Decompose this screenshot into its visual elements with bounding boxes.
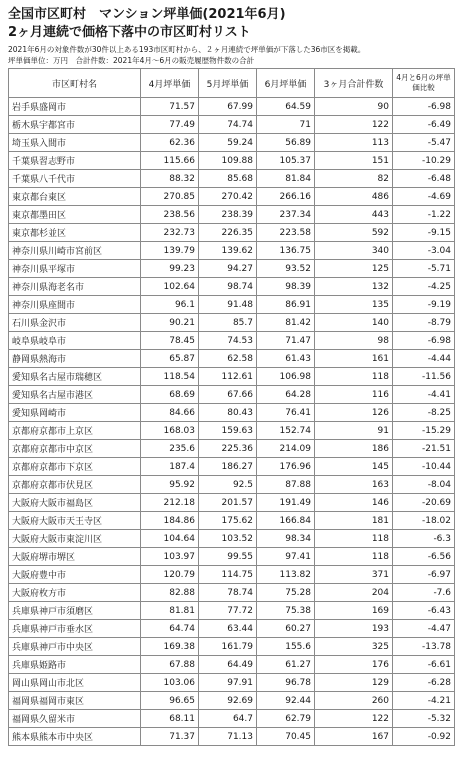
cell-may-price: 63.44 [199, 620, 257, 638]
cell-april-price: 67.88 [141, 656, 199, 674]
cell-april-price: 96.1 [141, 296, 199, 314]
cell-may-price: 67.99 [199, 98, 257, 116]
cell-total-count: 122 [315, 710, 393, 728]
cell-total-count: 486 [315, 188, 393, 206]
price-table [8, 68, 455, 746]
cell-june-price: 214.09 [257, 440, 315, 458]
table-row [9, 602, 455, 620]
cell-change: -4.47 [393, 620, 455, 638]
cell-change: -8.25 [393, 404, 455, 422]
cell-april-price: 84.66 [141, 404, 199, 422]
cell-june-price: 75.38 [257, 602, 315, 620]
cell-change: -6.98 [393, 332, 455, 350]
column-header-municipality: 市区町村名 [9, 69, 141, 98]
cell-june-price: 81.42 [257, 314, 315, 332]
cell-june-price: 105.37 [257, 152, 315, 170]
cell-municipality: 京都府京都市中京区 [9, 440, 141, 458]
cell-may-price: 78.74 [199, 584, 257, 602]
cell-municipality: 京都府京都市伏見区 [9, 476, 141, 494]
table-row [9, 440, 455, 458]
cell-june-price: 60.27 [257, 620, 315, 638]
table-row [9, 566, 455, 584]
cell-municipality: 兵庫県姫路市 [9, 656, 141, 674]
table-row [9, 98, 455, 116]
cell-municipality: 東京都墨田区 [9, 206, 141, 224]
cell-change: -5.71 [393, 260, 455, 278]
cell-change: -6.3 [393, 530, 455, 548]
table-row [9, 548, 455, 566]
table-row [9, 188, 455, 206]
cell-total-count: 161 [315, 350, 393, 368]
cell-june-price: 71.47 [257, 332, 315, 350]
cell-municipality: 愛知県岡崎市 [9, 404, 141, 422]
cell-april-price: 71.57 [141, 98, 199, 116]
cell-april-price: 90.21 [141, 314, 199, 332]
cell-april-price: 64.74 [141, 620, 199, 638]
cell-june-price: 191.49 [257, 494, 315, 512]
cell-may-price: 91.48 [199, 296, 257, 314]
cell-june-price: 87.88 [257, 476, 315, 494]
cell-june-price: 75.28 [257, 584, 315, 602]
cell-change: -0.92 [393, 728, 455, 746]
cell-april-price: 102.64 [141, 278, 199, 296]
table-row [9, 620, 455, 638]
cell-total-count: 193 [315, 620, 393, 638]
cell-may-price: 59.24 [199, 134, 257, 152]
cell-municipality: 大阪府枚方市 [9, 584, 141, 602]
cell-june-price: 61.27 [257, 656, 315, 674]
cell-change: -5.32 [393, 710, 455, 728]
table-row [9, 296, 455, 314]
table-row [9, 278, 455, 296]
cell-change: -6.98 [393, 98, 455, 116]
cell-april-price: 139.79 [141, 242, 199, 260]
cell-municipality: 愛知県名古屋市瑞穂区 [9, 368, 141, 386]
cell-june-price: 62.79 [257, 710, 315, 728]
cell-april-price: 103.97 [141, 548, 199, 566]
cell-june-price: 56.89 [257, 134, 315, 152]
cell-change: -9.19 [393, 296, 455, 314]
cell-may-price: 270.42 [199, 188, 257, 206]
cell-may-price: 225.36 [199, 440, 257, 458]
cell-june-price: 64.59 [257, 98, 315, 116]
cell-may-price: 71.13 [199, 728, 257, 746]
cell-change: -6.61 [393, 656, 455, 674]
cell-june-price: 64.28 [257, 386, 315, 404]
cell-june-price: 152.74 [257, 422, 315, 440]
cell-june-price: 266.16 [257, 188, 315, 206]
cell-may-price: 98.74 [199, 278, 257, 296]
cell-municipality: 大阪府豊中市 [9, 566, 141, 584]
cell-may-price: 62.58 [199, 350, 257, 368]
cell-municipality: 東京都台東区 [9, 188, 141, 206]
cell-may-price: 97.91 [199, 674, 257, 692]
cell-municipality: 静岡県熱海市 [9, 350, 141, 368]
cell-may-price: 77.72 [199, 602, 257, 620]
cell-june-price: 76.41 [257, 404, 315, 422]
cell-change: -6.49 [393, 116, 455, 134]
cell-june-price: 61.43 [257, 350, 315, 368]
cell-total-count: 135 [315, 296, 393, 314]
cell-change: -21.51 [393, 440, 455, 458]
cell-april-price: 82.88 [141, 584, 199, 602]
table-row [9, 332, 455, 350]
table-row [9, 692, 455, 710]
table-row [9, 512, 455, 530]
cell-municipality: 愛知県名古屋市港区 [9, 386, 141, 404]
cell-total-count: 118 [315, 530, 393, 548]
table-row [9, 368, 455, 386]
cell-total-count: 167 [315, 728, 393, 746]
cell-change: -6.48 [393, 170, 455, 188]
cell-municipality: 大阪府堺市堺区 [9, 548, 141, 566]
table-row [9, 242, 455, 260]
table-row [9, 152, 455, 170]
cell-april-price: 99.23 [141, 260, 199, 278]
cell-change: -15.29 [393, 422, 455, 440]
cell-may-price: 103.52 [199, 530, 257, 548]
cell-may-price: 80.43 [199, 404, 257, 422]
table-row [9, 116, 455, 134]
table-row [9, 224, 455, 242]
cell-change: -11.56 [393, 368, 455, 386]
page-title: 全国市区町村 マンション坪単価(2021年6月) [8, 7, 286, 22]
table-row [9, 674, 455, 692]
cell-municipality: 埼玉県入間市 [9, 134, 141, 152]
cell-change: -8.79 [393, 314, 455, 332]
cell-april-price: 96.65 [141, 692, 199, 710]
cell-april-price: 62.36 [141, 134, 199, 152]
cell-may-price: 64.7 [199, 710, 257, 728]
cell-april-price: 81.81 [141, 602, 199, 620]
cell-may-price: 201.57 [199, 494, 257, 512]
cell-change: -10.29 [393, 152, 455, 170]
cell-june-price: 106.98 [257, 368, 315, 386]
cell-municipality: 神奈川県平塚市 [9, 260, 141, 278]
table-row [9, 530, 455, 548]
cell-april-price: 232.73 [141, 224, 199, 242]
cell-april-price: 120.79 [141, 566, 199, 584]
cell-june-price: 71 [257, 116, 315, 134]
table-row [9, 170, 455, 188]
table-row [9, 458, 455, 476]
cell-change: -4.21 [393, 692, 455, 710]
cell-april-price: 187.4 [141, 458, 199, 476]
cell-total-count: 132 [315, 278, 393, 296]
cell-municipality: 大阪府大阪市東淀川区 [9, 530, 141, 548]
cell-may-price: 94.27 [199, 260, 257, 278]
column-header-total-count: 3ヶ月合計件数 [315, 69, 393, 98]
cell-change: -4.25 [393, 278, 455, 296]
cell-total-count: 91 [315, 422, 393, 440]
cell-april-price: 95.92 [141, 476, 199, 494]
cell-april-price: 71.37 [141, 728, 199, 746]
cell-june-price: 136.75 [257, 242, 315, 260]
cell-may-price: 175.62 [199, 512, 257, 530]
cell-april-price: 65.87 [141, 350, 199, 368]
cell-june-price: 97.41 [257, 548, 315, 566]
table-row [9, 710, 455, 728]
cell-total-count: 122 [315, 116, 393, 134]
table-row [9, 350, 455, 368]
cell-june-price: 166.84 [257, 512, 315, 530]
cell-change: -5.47 [393, 134, 455, 152]
cell-change: -6.56 [393, 548, 455, 566]
cell-municipality: 石川県金沢市 [9, 314, 141, 332]
column-header-april-price: 4月坪単価 [141, 69, 199, 98]
table-row [9, 206, 455, 224]
cell-municipality: 兵庫県神戸市垂水区 [9, 620, 141, 638]
cell-april-price: 77.49 [141, 116, 199, 134]
cell-change: -1.22 [393, 206, 455, 224]
cell-municipality: 千葉県八千代市 [9, 170, 141, 188]
cell-total-count: 98 [315, 332, 393, 350]
cell-may-price: 85.7 [199, 314, 257, 332]
cell-total-count: 340 [315, 242, 393, 260]
cell-total-count: 146 [315, 494, 393, 512]
cell-municipality: 京都府京都市下京区 [9, 458, 141, 476]
cell-total-count: 260 [315, 692, 393, 710]
cell-may-price: 161.79 [199, 638, 257, 656]
column-header-june-price: 6月坪単価 [257, 69, 315, 98]
page-subtitle: 2ヶ月連続で価格下落中の市区町村リスト [8, 25, 251, 40]
table-row [9, 728, 455, 746]
cell-april-price: 235.6 [141, 440, 199, 458]
table-body [9, 98, 455, 746]
cell-change: -13.78 [393, 638, 455, 656]
cell-change: -4.69 [393, 188, 455, 206]
cell-may-price: 114.75 [199, 566, 257, 584]
cell-may-price: 226.35 [199, 224, 257, 242]
cell-total-count: 118 [315, 548, 393, 566]
cell-total-count: 176 [315, 656, 393, 674]
cell-total-count: 204 [315, 584, 393, 602]
table-row [9, 134, 455, 152]
cell-change: -4.44 [393, 350, 455, 368]
cell-total-count: 116 [315, 386, 393, 404]
cell-april-price: 78.45 [141, 332, 199, 350]
cell-may-price: 92.69 [199, 692, 257, 710]
cell-municipality: 栃木県宇都宮市 [9, 116, 141, 134]
cell-june-price: 96.78 [257, 674, 315, 692]
cell-municipality: 千葉県習志野市 [9, 152, 141, 170]
cell-may-price: 74.53 [199, 332, 257, 350]
cell-total-count: 169 [315, 602, 393, 620]
cell-may-price: 64.49 [199, 656, 257, 674]
cell-april-price: 103.06 [141, 674, 199, 692]
cell-may-price: 238.39 [199, 206, 257, 224]
cell-april-price: 184.86 [141, 512, 199, 530]
cell-june-price: 93.52 [257, 260, 315, 278]
cell-change: -3.04 [393, 242, 455, 260]
cell-june-price: 176.96 [257, 458, 315, 476]
cell-april-price: 168.03 [141, 422, 199, 440]
column-header-change: 4月と6月の坪単価比較 [393, 69, 455, 98]
cell-municipality: 岡山県岡山市北区 [9, 674, 141, 692]
cell-total-count: 113 [315, 134, 393, 152]
cell-may-price: 112.61 [199, 368, 257, 386]
cell-municipality: 大阪府大阪市天王寺区 [9, 512, 141, 530]
cell-april-price: 68.11 [141, 710, 199, 728]
cell-municipality: 熊本県熊本市中央区 [9, 728, 141, 746]
cell-total-count: 82 [315, 170, 393, 188]
table-row [9, 422, 455, 440]
table-row [9, 404, 455, 422]
cell-change: -9.15 [393, 224, 455, 242]
cell-change: -18.02 [393, 512, 455, 530]
cell-june-price: 113.82 [257, 566, 315, 584]
cell-municipality: 大阪府大阪市福島区 [9, 494, 141, 512]
table-row [9, 584, 455, 602]
cell-total-count: 151 [315, 152, 393, 170]
cell-municipality: 神奈川県海老名市 [9, 278, 141, 296]
table-row [9, 260, 455, 278]
cell-april-price: 68.69 [141, 386, 199, 404]
cell-june-price: 92.44 [257, 692, 315, 710]
cell-may-price: 99.55 [199, 548, 257, 566]
cell-may-price: 109.88 [199, 152, 257, 170]
cell-total-count: 443 [315, 206, 393, 224]
cell-total-count: 181 [315, 512, 393, 530]
cell-total-count: 90 [315, 98, 393, 116]
table-row [9, 656, 455, 674]
cell-total-count: 163 [315, 476, 393, 494]
cell-change: -8.04 [393, 476, 455, 494]
cell-municipality: 兵庫県神戸市須磨区 [9, 602, 141, 620]
cell-june-price: 86.91 [257, 296, 315, 314]
cell-total-count: 325 [315, 638, 393, 656]
cell-may-price: 186.27 [199, 458, 257, 476]
cell-total-count: 118 [315, 368, 393, 386]
cell-change: -7.6 [393, 584, 455, 602]
cell-change: -4.41 [393, 386, 455, 404]
cell-may-price: 159.63 [199, 422, 257, 440]
table-row [9, 314, 455, 332]
cell-june-price: 81.84 [257, 170, 315, 188]
cell-change: -6.43 [393, 602, 455, 620]
cell-may-price: 139.62 [199, 242, 257, 260]
cell-municipality: 神奈川県川崎市宮前区 [9, 242, 141, 260]
table-row [9, 638, 455, 656]
cell-total-count: 125 [315, 260, 393, 278]
cell-municipality: 兵庫県神戸市中央区 [9, 638, 141, 656]
cell-municipality: 岩手県盛岡市 [9, 98, 141, 116]
cell-total-count: 371 [315, 566, 393, 584]
cell-june-price: 155.6 [257, 638, 315, 656]
cell-municipality: 岐阜県岐阜市 [9, 332, 141, 350]
cell-total-count: 186 [315, 440, 393, 458]
cell-change: -6.28 [393, 674, 455, 692]
cell-may-price: 92.5 [199, 476, 257, 494]
cell-municipality: 東京都杉並区 [9, 224, 141, 242]
cell-total-count: 592 [315, 224, 393, 242]
cell-june-price: 98.34 [257, 530, 315, 548]
cell-april-price: 238.56 [141, 206, 199, 224]
cell-may-price: 74.74 [199, 116, 257, 134]
cell-may-price: 85.68 [199, 170, 257, 188]
cell-may-price: 67.66 [199, 386, 257, 404]
cell-april-price: 270.85 [141, 188, 199, 206]
cell-total-count: 126 [315, 404, 393, 422]
description-note: 2021年6月の対象件数が30件以上ある193市区町村から、２ヶ月連続で坪単価が下落した36市区を掲載。 [8, 45, 366, 54]
column-header-may-price: 5月坪単価 [199, 69, 257, 98]
cell-april-price: 212.18 [141, 494, 199, 512]
cell-april-price: 169.38 [141, 638, 199, 656]
cell-change: -20.69 [393, 494, 455, 512]
cell-june-price: 237.34 [257, 206, 315, 224]
unit-note: 坪単価単位：万円 合計件数：2021年4月～6月の販売履歴物件数の合計 [8, 56, 255, 65]
cell-april-price: 118.54 [141, 368, 199, 386]
cell-april-price: 88.32 [141, 170, 199, 188]
cell-total-count: 145 [315, 458, 393, 476]
cell-june-price: 70.45 [257, 728, 315, 746]
cell-change: -10.44 [393, 458, 455, 476]
table-row [9, 476, 455, 494]
cell-total-count: 129 [315, 674, 393, 692]
cell-municipality: 神奈川県座間市 [9, 296, 141, 314]
table-row [9, 386, 455, 404]
cell-june-price: 98.39 [257, 278, 315, 296]
cell-june-price: 223.58 [257, 224, 315, 242]
cell-total-count: 140 [315, 314, 393, 332]
cell-municipality: 京都府京都市上京区 [9, 422, 141, 440]
cell-april-price: 115.66 [141, 152, 199, 170]
cell-municipality: 福岡県福岡市東区 [9, 692, 141, 710]
cell-april-price: 104.64 [141, 530, 199, 548]
cell-municipality: 福岡県久留米市 [9, 710, 141, 728]
table-header-row [9, 69, 455, 98]
table-row [9, 494, 455, 512]
cell-change: -6.97 [393, 566, 455, 584]
